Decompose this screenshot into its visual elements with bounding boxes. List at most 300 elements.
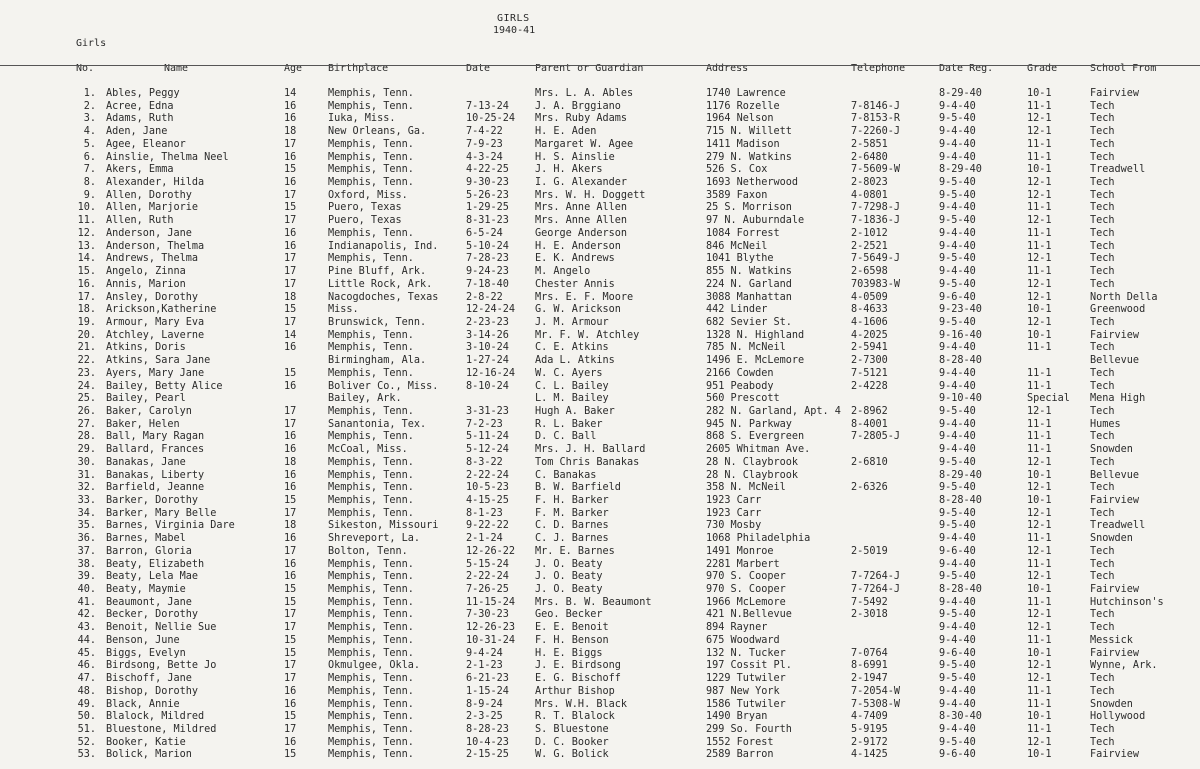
age: 15	[284, 202, 297, 214]
table-row	[0, 533, 1200, 546]
date-registered: 8-28-40	[939, 495, 982, 506]
birth-date: 6-5-24	[466, 227, 503, 239]
date-registered: 9-6-40	[939, 545, 976, 557]
birth-date: 7-30-23	[466, 609, 509, 621]
school-from: Tech	[1090, 342, 1115, 354]
date-registered: 9-23-40	[939, 304, 982, 316]
table-row	[0, 202, 1200, 215]
address: 1923 Carr	[706, 507, 762, 519]
grade: 11-1	[1027, 698, 1052, 710]
birthplace: Puero, Texas	[328, 215, 402, 227]
student-name: Becker, Dorothy	[106, 609, 199, 621]
age: 17	[284, 609, 297, 621]
student-name: Atkins, Doris	[106, 342, 186, 354]
student-name: Beaumont, Jane	[106, 596, 192, 608]
age: 16	[284, 558, 297, 570]
student-name: Barker, Dorothy	[106, 495, 199, 506]
address: 2605 Whitman Ave.	[706, 444, 811, 456]
parent-guardian: R. L. Baker	[535, 418, 603, 430]
age: 17	[284, 418, 297, 430]
grade: 11-1	[1027, 723, 1052, 735]
date-registered: 9-6-40	[939, 647, 976, 659]
parent-guardian: J. O. Beaty	[535, 571, 603, 583]
birth-date: 3-10-24	[466, 342, 509, 354]
student-name: Beaty, Elizabeth	[106, 558, 205, 570]
telephone: 7-5609-W	[851, 164, 901, 176]
grade: 10-1	[1027, 749, 1052, 761]
date-registered: 9-4-40	[939, 342, 976, 354]
date-registered: 9-4-40	[939, 698, 976, 710]
school-from: Tech	[1090, 100, 1115, 112]
school-year: 1940-41	[493, 25, 536, 36]
address: 3088 Manhattan	[706, 291, 792, 303]
telephone: 8-4633	[851, 304, 888, 316]
birthplace: Memphis, Tenn.	[328, 571, 414, 583]
age: 15	[284, 495, 297, 506]
date-registered: 9-4-40	[939, 431, 976, 443]
date-registered: 9-4-40	[939, 634, 976, 646]
row-number: 1.	[83, 88, 96, 99]
school-from: Tech	[1090, 189, 1115, 201]
row-number: 31.	[77, 469, 96, 481]
grade: 10-1	[1027, 304, 1052, 316]
date-registered: 9-4-40	[939, 622, 976, 634]
grade: 11-1	[1027, 634, 1052, 646]
parent-guardian: Ada L. Atkins	[535, 355, 615, 367]
birthplace: Memphis, Tenn.	[328, 596, 414, 608]
birth-date: 1-29-25	[466, 202, 509, 214]
age: 16	[284, 736, 297, 748]
student-name: Agee, Eleanor	[106, 138, 186, 150]
student-name: Barnes, Mabel	[106, 533, 186, 545]
grade: 11-1	[1027, 367, 1052, 379]
table-row	[0, 304, 1200, 317]
telephone: 2-3018	[851, 609, 888, 621]
school-from: Tech	[1090, 113, 1115, 125]
table-row	[0, 546, 1200, 559]
table-row	[0, 431, 1200, 444]
table-row	[0, 164, 1200, 177]
grade: 12-1	[1027, 113, 1052, 125]
row-number: 39.	[77, 571, 96, 583]
birthplace: Memphis, Tenn.	[328, 507, 414, 519]
age: 16	[284, 240, 297, 252]
student-name: Bischoff, Jane	[106, 673, 192, 685]
school-from: Tech	[1090, 316, 1115, 328]
birthplace: Memphis, Tenn.	[328, 469, 414, 481]
birthplace: Memphis, Tenn.	[328, 227, 414, 239]
address: 299 So. Fourth	[706, 723, 792, 735]
address: 1490 Bryan	[706, 711, 768, 723]
address: 526 S. Cox	[706, 164, 768, 176]
student-name: Barker, Mary Belle	[106, 507, 217, 519]
date-registered: 9-5-40	[939, 177, 976, 189]
school-from: Tech	[1090, 545, 1115, 557]
birthplace: Puero, Texas	[328, 202, 402, 214]
birthplace: Memphis, Tenn.	[328, 253, 414, 265]
telephone: 4-1606	[851, 316, 888, 328]
parent-guardian: Mrs. B. W. Beaumont	[535, 596, 652, 608]
birth-date: 3-14-26	[466, 329, 509, 341]
age: 18	[284, 291, 297, 303]
date-registered: 9-4-40	[939, 100, 976, 112]
header-parent: Parent or Guardian	[535, 63, 644, 74]
birthplace: New Orleans, Ga.	[328, 126, 427, 138]
table-row	[0, 152, 1200, 165]
parent-guardian: F. H. Barker	[535, 495, 609, 506]
parent-guardian: H. S. Ainslie	[535, 151, 615, 163]
birthplace: Birmingham, Ala.	[328, 355, 427, 367]
student-name: Ansley, Dorothy	[106, 291, 199, 303]
student-name: Ayers, Mary Jane	[106, 367, 205, 379]
table-row	[0, 508, 1200, 521]
table-row	[0, 241, 1200, 254]
header-birthplace: Birthplace	[328, 63, 389, 74]
birthplace: Memphis, Tenn.	[328, 609, 414, 621]
student-name: Atkins, Sara Jane	[106, 355, 211, 367]
school-from: Mena High	[1090, 393, 1146, 405]
telephone: 2-6598	[851, 266, 888, 278]
table-row	[0, 342, 1200, 355]
telephone: 4-7409	[851, 711, 888, 723]
student-name: Barnes, Virginia Dare	[106, 520, 235, 532]
school-from: North Della	[1090, 291, 1158, 303]
telephone: 7-5121	[851, 367, 888, 379]
parent-guardian: H. E. Biggs	[535, 647, 603, 659]
date-registered: 9-5-40	[939, 571, 976, 583]
telephone: 7-8146-J	[851, 100, 901, 112]
birthplace: Memphis, Tenn.	[328, 558, 414, 570]
school-from: Tech	[1090, 622, 1115, 634]
row-number: 21.	[77, 342, 96, 354]
table-row	[0, 470, 1200, 483]
school-from: Fairview	[1090, 647, 1140, 659]
telephone: 7-2260-J	[851, 126, 901, 138]
row-number: 36.	[77, 533, 96, 545]
birth-date: 8-9-24	[466, 698, 503, 710]
age: 15	[284, 711, 297, 723]
address: 730 Mosby	[706, 520, 762, 532]
school-from: Tech	[1090, 456, 1115, 468]
grade: 11-1	[1027, 418, 1052, 430]
date-registered: 9-4-40	[939, 367, 976, 379]
student-name: Beaty, Maymie	[106, 584, 186, 596]
table-row	[0, 215, 1200, 228]
address: 715 N. Willett	[706, 126, 792, 138]
table-row	[0, 444, 1200, 457]
grade: Special	[1027, 393, 1070, 405]
grade: 11-1	[1027, 444, 1052, 456]
birth-date: 10-5-23	[466, 482, 509, 494]
age: 16	[284, 227, 297, 239]
birthplace: Memphis, Tenn.	[328, 698, 414, 710]
grade: 10-1	[1027, 469, 1052, 481]
student-name: Allen, Marjorie	[106, 202, 199, 214]
birth-date: 12-26-22	[466, 545, 516, 557]
row-number: 47.	[77, 673, 96, 685]
header-name: Name	[164, 63, 189, 74]
date-registered: 9-4-40	[939, 418, 976, 430]
table-row	[0, 88, 1200, 101]
grade: 12-1	[1027, 520, 1052, 532]
age: 15	[284, 304, 297, 316]
parent-guardian: J. O. Beaty	[535, 584, 603, 596]
parent-guardian: Mrs. W. H. Doggett	[535, 189, 646, 201]
birthplace: Memphis, Tenn.	[328, 584, 414, 596]
date-registered: 9-10-40	[939, 393, 982, 405]
parent-guardian: Arthur Bishop	[535, 685, 615, 697]
birth-date: 2-22-24	[466, 469, 509, 481]
address: 1586 Tutwiler	[706, 698, 786, 710]
grade: 11-1	[1027, 100, 1052, 112]
birthplace: Miss.	[328, 304, 359, 316]
address: 28 N. Claybrook	[706, 469, 799, 481]
date-registered: 9-6-40	[939, 749, 976, 761]
grade: 12-1	[1027, 405, 1052, 417]
table-row	[0, 609, 1200, 622]
birthplace: Memphis, Tenn.	[328, 495, 414, 506]
address: 855 N. Watkins	[706, 266, 792, 278]
table-row	[0, 101, 1200, 114]
row-number: 29.	[77, 444, 96, 456]
birthplace: Pine Bluff, Ark.	[328, 266, 427, 278]
grade: 12-1	[1027, 291, 1052, 303]
student-name: Akers, Emma	[106, 164, 174, 176]
telephone: 7-7298-J	[851, 202, 901, 214]
parent-guardian: L. M. Bailey	[535, 393, 609, 405]
date-registered: 9-4-40	[939, 685, 976, 697]
table-row	[0, 635, 1200, 648]
table-row	[0, 711, 1200, 724]
address: 987 New York	[706, 685, 780, 697]
row-number: 11.	[77, 215, 96, 227]
grade: 12-1	[1027, 622, 1052, 634]
row-number: 42.	[77, 609, 96, 621]
row-number: 34.	[77, 507, 96, 519]
telephone: 2-2521	[851, 240, 888, 252]
row-number: 38.	[77, 558, 96, 570]
birthplace: Bolton, Tenn.	[328, 545, 408, 557]
header-date-reg: Date Reg.	[939, 63, 994, 74]
address: 2281 Marbert	[706, 558, 780, 570]
grade: 10-1	[1027, 329, 1052, 341]
row-number: 23.	[77, 367, 96, 379]
student-name: Baker, Helen	[106, 418, 180, 430]
student-name: Banakas, Jane	[106, 456, 186, 468]
parent-guardian: M. Angelo	[535, 266, 591, 278]
address: 682 Sevier St.	[706, 316, 792, 328]
grade: 11-1	[1027, 240, 1052, 252]
date-registered: 9-5-40	[939, 673, 976, 685]
age: 16	[284, 113, 297, 125]
telephone: 2-6326	[851, 482, 888, 494]
student-name: Bolick, Marion	[106, 749, 192, 761]
grade: 12-1	[1027, 660, 1052, 672]
table-row	[0, 660, 1200, 673]
date-registered: 9-4-40	[939, 202, 976, 214]
birthplace: Memphis, Tenn.	[328, 177, 414, 189]
parent-guardian: J. H. Akers	[535, 164, 603, 176]
row-number: 13.	[77, 240, 96, 252]
school-from: Greenwood	[1090, 304, 1146, 316]
date-registered: 9-4-40	[939, 227, 976, 239]
row-number: 16.	[77, 278, 96, 290]
school-from: Fairview	[1090, 88, 1140, 99]
parent-guardian: E. G. Bischoff	[535, 673, 621, 685]
telephone: 2-4228	[851, 380, 888, 392]
row-number: 33.	[77, 495, 96, 506]
birth-date: 8-10-24	[466, 380, 509, 392]
birthplace: Brunswick, Tenn.	[328, 316, 427, 328]
birthplace: Memphis, Tenn.	[328, 711, 414, 723]
birth-date: 1-27-24	[466, 355, 509, 367]
telephone: 7-0764	[851, 647, 888, 659]
student-name: Allen, Dorothy	[106, 189, 192, 201]
age: 16	[284, 698, 297, 710]
parent-guardian: W. C. Ayers	[535, 367, 603, 379]
row-number: 28.	[77, 431, 96, 443]
age: 17	[284, 266, 297, 278]
header-no: No.	[76, 63, 95, 74]
row-number: 6.	[83, 151, 96, 163]
birth-date: 10-31-24	[466, 634, 516, 646]
student-name: Ables, Peggy	[106, 88, 180, 99]
school-from: Tech	[1090, 266, 1115, 278]
date-registered: 9-4-40	[939, 558, 976, 570]
row-number: 14.	[77, 253, 96, 265]
birth-date: 4-3-24	[466, 151, 503, 163]
grade: 12-1	[1027, 126, 1052, 138]
birth-date: 5-11-24	[466, 431, 509, 443]
age: 15	[284, 584, 297, 596]
table-row	[0, 368, 1200, 381]
address: 1176 Rozelle	[706, 100, 780, 112]
grade: 11-1	[1027, 596, 1052, 608]
row-number: 7.	[83, 164, 96, 176]
header-school-from: School From	[1090, 63, 1157, 74]
table-row	[0, 482, 1200, 495]
date-registered: 9-4-40	[939, 444, 976, 456]
address: 421 N.Bellevue	[706, 609, 792, 621]
parent-guardian: Geo. Becker	[535, 609, 603, 621]
birth-date: 9-4-24	[466, 647, 503, 659]
grade: 10-1	[1027, 88, 1052, 99]
address: 1041 Blythe	[706, 253, 774, 265]
age: 16	[284, 380, 297, 392]
row-number: 27.	[77, 418, 96, 430]
telephone: 703983-W	[851, 278, 901, 290]
student-name: Bishop, Dorothy	[106, 685, 199, 697]
student-name: Angelo, Zinna	[106, 266, 186, 278]
telephone: 4-0509	[851, 291, 888, 303]
telephone: 7-7264-J	[851, 571, 901, 583]
telephone: 2-7300	[851, 355, 888, 367]
age: 17	[284, 189, 297, 201]
birth-date: 1-15-24	[466, 685, 509, 697]
grade: 10-1	[1027, 164, 1052, 176]
parent-guardian: C. D. Barnes	[535, 520, 609, 532]
grade: 12-1	[1027, 736, 1052, 748]
address: 1411 Madison	[706, 138, 780, 150]
grade: 11-1	[1027, 431, 1052, 443]
address: 894 Rayner	[706, 622, 768, 634]
row-number: 32.	[77, 482, 96, 494]
school-from: Treadwell	[1090, 164, 1146, 176]
address: 868 S. Evergreen	[706, 431, 805, 443]
parent-guardian: Chester Annis	[535, 278, 615, 290]
parent-guardian: J. E. Birdsong	[535, 660, 621, 672]
date-registered: 9-4-40	[939, 126, 976, 138]
table-row	[0, 724, 1200, 737]
address: 1068 Philadelphia	[706, 533, 811, 545]
table-row	[0, 266, 1200, 279]
age: 17	[284, 316, 297, 328]
school-from: Tech	[1090, 685, 1115, 697]
date-registered: 9-5-40	[939, 609, 976, 621]
grade: 11-1	[1027, 202, 1052, 214]
telephone: 7-1836-J	[851, 215, 901, 227]
row-number: 52.	[77, 736, 96, 748]
school-from: Hollywood	[1090, 711, 1146, 723]
birthplace: Memphis, Tenn.	[328, 647, 414, 659]
row-number: 26.	[77, 405, 96, 417]
age: 17	[284, 278, 297, 290]
age: 15	[284, 749, 297, 761]
school-from: Tech	[1090, 673, 1115, 685]
table-row	[0, 317, 1200, 330]
student-name: Adams, Ruth	[106, 113, 174, 125]
birthplace: Memphis, Tenn.	[328, 456, 414, 468]
address: 224 N. Garland	[706, 278, 792, 290]
school-from: Treadwell	[1090, 520, 1146, 532]
birthplace: Memphis, Tenn.	[328, 88, 414, 99]
student-name: Armour, Mary Eva	[106, 316, 205, 328]
school-from: Hutchinson's	[1090, 596, 1164, 608]
address: 1552 Forest	[706, 736, 774, 748]
school-from: Fairview	[1090, 495, 1140, 506]
birth-date: 10-25-24	[466, 113, 516, 125]
birthplace: Memphis, Tenn.	[328, 151, 414, 163]
birth-date: 3-31-23	[466, 405, 509, 417]
telephone: 7-2054-W	[851, 685, 901, 697]
age: 18	[284, 126, 297, 138]
parent-guardian: Hugh A. Baker	[535, 405, 615, 417]
age: 16	[284, 444, 297, 456]
birth-date: 9-24-23	[466, 266, 509, 278]
birth-date: 12-26-23	[466, 622, 516, 634]
birthplace: Nacogdoches, Texas	[328, 291, 439, 303]
parent-guardian: J. O. Beaty	[535, 558, 603, 570]
page-title: GIRLS	[497, 13, 530, 24]
table-row	[0, 381, 1200, 394]
row-number: 3.	[83, 113, 96, 125]
birthplace: Memphis, Tenn.	[328, 634, 414, 646]
age: 15	[284, 367, 297, 379]
student-name: Acree, Edna	[106, 100, 174, 112]
address: 1229 Tutwiler	[706, 673, 786, 685]
address: 1496 E. McLemore	[706, 355, 805, 367]
birthplace: Memphis, Tenn.	[328, 329, 414, 341]
table-row	[0, 126, 1200, 139]
header-telephone: Telephone	[851, 63, 906, 74]
parent-guardian: J. M. Armour	[535, 316, 609, 328]
table-row	[0, 457, 1200, 470]
parent-guardian: George Anderson	[535, 227, 628, 239]
birth-date: 8-3-22	[466, 456, 503, 468]
address: 560 Prescott	[706, 393, 780, 405]
date-registered: 9-5-40	[939, 253, 976, 265]
telephone: 7-5308-W	[851, 698, 901, 710]
